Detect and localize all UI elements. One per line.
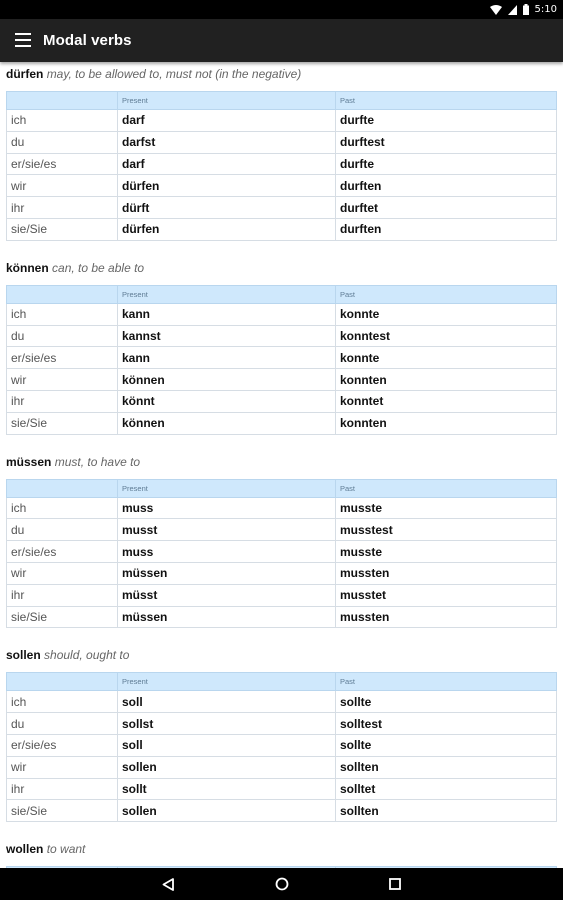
- conjugation-table: [6, 91, 557, 241]
- status-bar: [0, 0, 563, 19]
- pronoun-cell: sie/Sie: [7, 412, 118, 434]
- table-row: [7, 175, 557, 197]
- table-row: [7, 734, 557, 756]
- present-form-cell: kannst: [118, 325, 336, 347]
- pronoun-cell: er/sie/es: [7, 347, 118, 369]
- verb-heading: [6, 256, 557, 285]
- present-form-cell: sollen: [118, 800, 336, 822]
- header-past: Past: [336, 673, 557, 691]
- pronoun-cell: ich: [7, 497, 118, 519]
- present-form-cell: soll: [118, 691, 336, 713]
- past-form-cell: solltet: [336, 778, 557, 800]
- pronoun-cell: du: [7, 519, 118, 541]
- verb-heading: [6, 643, 557, 672]
- present-form-cell: dürfen: [118, 175, 336, 197]
- past-form-cell: durftet: [336, 197, 557, 219]
- past-form-cell: konnten: [336, 369, 557, 391]
- header-empty-cell: [7, 285, 118, 303]
- table-row: [7, 756, 557, 778]
- verb-heading: [6, 450, 557, 479]
- pronoun-cell: wir: [7, 756, 118, 778]
- verb-section: [6, 62, 557, 241]
- table-row: [7, 218, 557, 240]
- pronoun-cell: sie/Sie: [7, 800, 118, 822]
- present-form-cell: müsst: [118, 584, 336, 606]
- pronoun-cell: er/sie/es: [7, 734, 118, 756]
- past-form-cell: sollten: [336, 800, 557, 822]
- past-form-cell: musstest: [336, 519, 557, 541]
- past-form-cell: durfte: [336, 110, 557, 132]
- present-form-cell: soll: [118, 734, 336, 756]
- hamburger-menu-icon[interactable]: [15, 33, 31, 47]
- table-row: [7, 562, 557, 584]
- table-row: [7, 412, 557, 434]
- verb-name: müssen: [6, 454, 52, 469]
- navigation-bar: [0, 868, 563, 900]
- wifi-icon: [490, 5, 502, 15]
- present-form-cell: sollen: [118, 756, 336, 778]
- pronoun-cell: du: [7, 131, 118, 153]
- table-row: [7, 606, 557, 628]
- verb-meaning: must, to have to: [54, 454, 141, 469]
- table-row: [7, 713, 557, 735]
- recents-square-icon[interactable]: [370, 868, 420, 900]
- pronoun-cell: ihr: [7, 197, 118, 219]
- verb-name: sollen: [6, 648, 41, 663]
- table-row: [7, 369, 557, 391]
- header-past: Past: [336, 479, 557, 497]
- past-form-cell: konntet: [336, 390, 557, 412]
- present-form-cell: könnt: [118, 390, 336, 412]
- past-form-cell: sollte: [336, 734, 557, 756]
- pronoun-cell: ihr: [7, 778, 118, 800]
- app-bar: [0, 19, 563, 62]
- pronoun-cell: ich: [7, 303, 118, 325]
- verb-name: können: [6, 260, 49, 275]
- conjugation-table: [6, 672, 557, 822]
- verb-name: dürfen: [6, 67, 44, 81]
- past-form-cell: durften: [336, 175, 557, 197]
- present-form-cell: kann: [118, 303, 336, 325]
- verb-section: [6, 643, 557, 822]
- present-form-cell: müssen: [118, 606, 336, 628]
- table-row: [7, 497, 557, 519]
- past-form-cell: konntest: [336, 325, 557, 347]
- pronoun-cell: ihr: [7, 584, 118, 606]
- header-empty-cell: [7, 673, 118, 691]
- past-form-cell: durfte: [336, 153, 557, 175]
- table-row: [7, 110, 557, 132]
- pronoun-cell: sie/Sie: [7, 218, 118, 240]
- conjugation-table: [6, 479, 557, 629]
- verb-meaning: should, ought to: [44, 648, 130, 663]
- verb-meaning: can, to be able to: [52, 260, 145, 275]
- table-row: [7, 584, 557, 606]
- past-form-cell: konnte: [336, 303, 557, 325]
- past-form-cell: musstet: [336, 584, 557, 606]
- table-row: [7, 347, 557, 369]
- verb-heading: [6, 62, 557, 91]
- past-form-cell: musste: [336, 541, 557, 563]
- table-row: [7, 303, 557, 325]
- pronoun-cell: ich: [7, 110, 118, 132]
- table-row: [7, 800, 557, 822]
- pronoun-cell: er/sie/es: [7, 153, 118, 175]
- table-header-row: [7, 285, 557, 303]
- present-form-cell: müssen: [118, 562, 336, 584]
- past-form-cell: solltest: [336, 713, 557, 735]
- verb-meaning: may, to be allowed to, must not (in the negative): [46, 67, 302, 81]
- past-form-cell: durften: [336, 218, 557, 240]
- table-row: [7, 197, 557, 219]
- header-past: Past: [336, 92, 557, 110]
- verb-section: [6, 450, 557, 629]
- pronoun-cell: sie/Sie: [7, 606, 118, 628]
- pronoun-cell: du: [7, 713, 118, 735]
- table-header-row: [7, 92, 557, 110]
- past-form-cell: musste: [336, 497, 557, 519]
- header-present: Present: [118, 673, 336, 691]
- header-empty-cell: [7, 92, 118, 110]
- signal-icon: [508, 5, 517, 15]
- verb-name: wollen: [6, 842, 44, 857]
- back-triangle-icon[interactable]: [143, 868, 193, 900]
- verb-heading: [6, 837, 557, 866]
- present-form-cell: musst: [118, 519, 336, 541]
- past-form-cell: durftest: [336, 131, 557, 153]
- present-form-cell: muss: [118, 541, 336, 563]
- present-form-cell: darfst: [118, 131, 336, 153]
- present-form-cell: können: [118, 412, 336, 434]
- table-row: [7, 541, 557, 563]
- table-row: [7, 691, 557, 713]
- table-row: [7, 778, 557, 800]
- table-row: [7, 131, 557, 153]
- present-form-cell: darf: [118, 153, 336, 175]
- verb-section: [6, 256, 557, 435]
- table-row: [7, 325, 557, 347]
- status-icons: [490, 3, 557, 16]
- past-form-cell: mussten: [336, 562, 557, 584]
- app-title: Modal verbs: [43, 32, 132, 49]
- present-form-cell: können: [118, 369, 336, 391]
- conjugation-table: [6, 285, 557, 435]
- past-form-cell: konnte: [336, 347, 557, 369]
- present-form-cell: sollst: [118, 713, 336, 735]
- past-form-cell: konnten: [336, 412, 557, 434]
- present-form-cell: kann: [118, 347, 336, 369]
- pronoun-cell: wir: [7, 562, 118, 584]
- header-present: Present: [118, 479, 336, 497]
- past-form-cell: mussten: [336, 606, 557, 628]
- home-circle-icon[interactable]: [257, 868, 307, 900]
- battery-icon: [523, 4, 529, 15]
- header-past: Past: [336, 285, 557, 303]
- status-time: 5:10: [534, 4, 557, 15]
- pronoun-cell: ich: [7, 691, 118, 713]
- table-header-row: [7, 673, 557, 691]
- present-form-cell: dürft: [118, 197, 336, 219]
- table-row: [7, 390, 557, 412]
- pronoun-cell: wir: [7, 369, 118, 391]
- pronoun-cell: er/sie/es: [7, 541, 118, 563]
- present-form-cell: dürfen: [118, 218, 336, 240]
- table-row: [7, 519, 557, 541]
- pronoun-cell: du: [7, 325, 118, 347]
- header-present: Present: [118, 92, 336, 110]
- table-header-row: [7, 479, 557, 497]
- present-form-cell: darf: [118, 110, 336, 132]
- present-form-cell: muss: [118, 497, 336, 519]
- table-row: [7, 153, 557, 175]
- present-form-cell: sollt: [118, 778, 336, 800]
- past-form-cell: sollten: [336, 756, 557, 778]
- past-form-cell: sollte: [336, 691, 557, 713]
- verb-list[interactable]: [0, 62, 563, 868]
- pronoun-cell: ihr: [7, 390, 118, 412]
- verb-meaning: to want: [46, 842, 86, 857]
- header-present: Present: [118, 285, 336, 303]
- pronoun-cell: wir: [7, 175, 118, 197]
- header-empty-cell: [7, 479, 118, 497]
